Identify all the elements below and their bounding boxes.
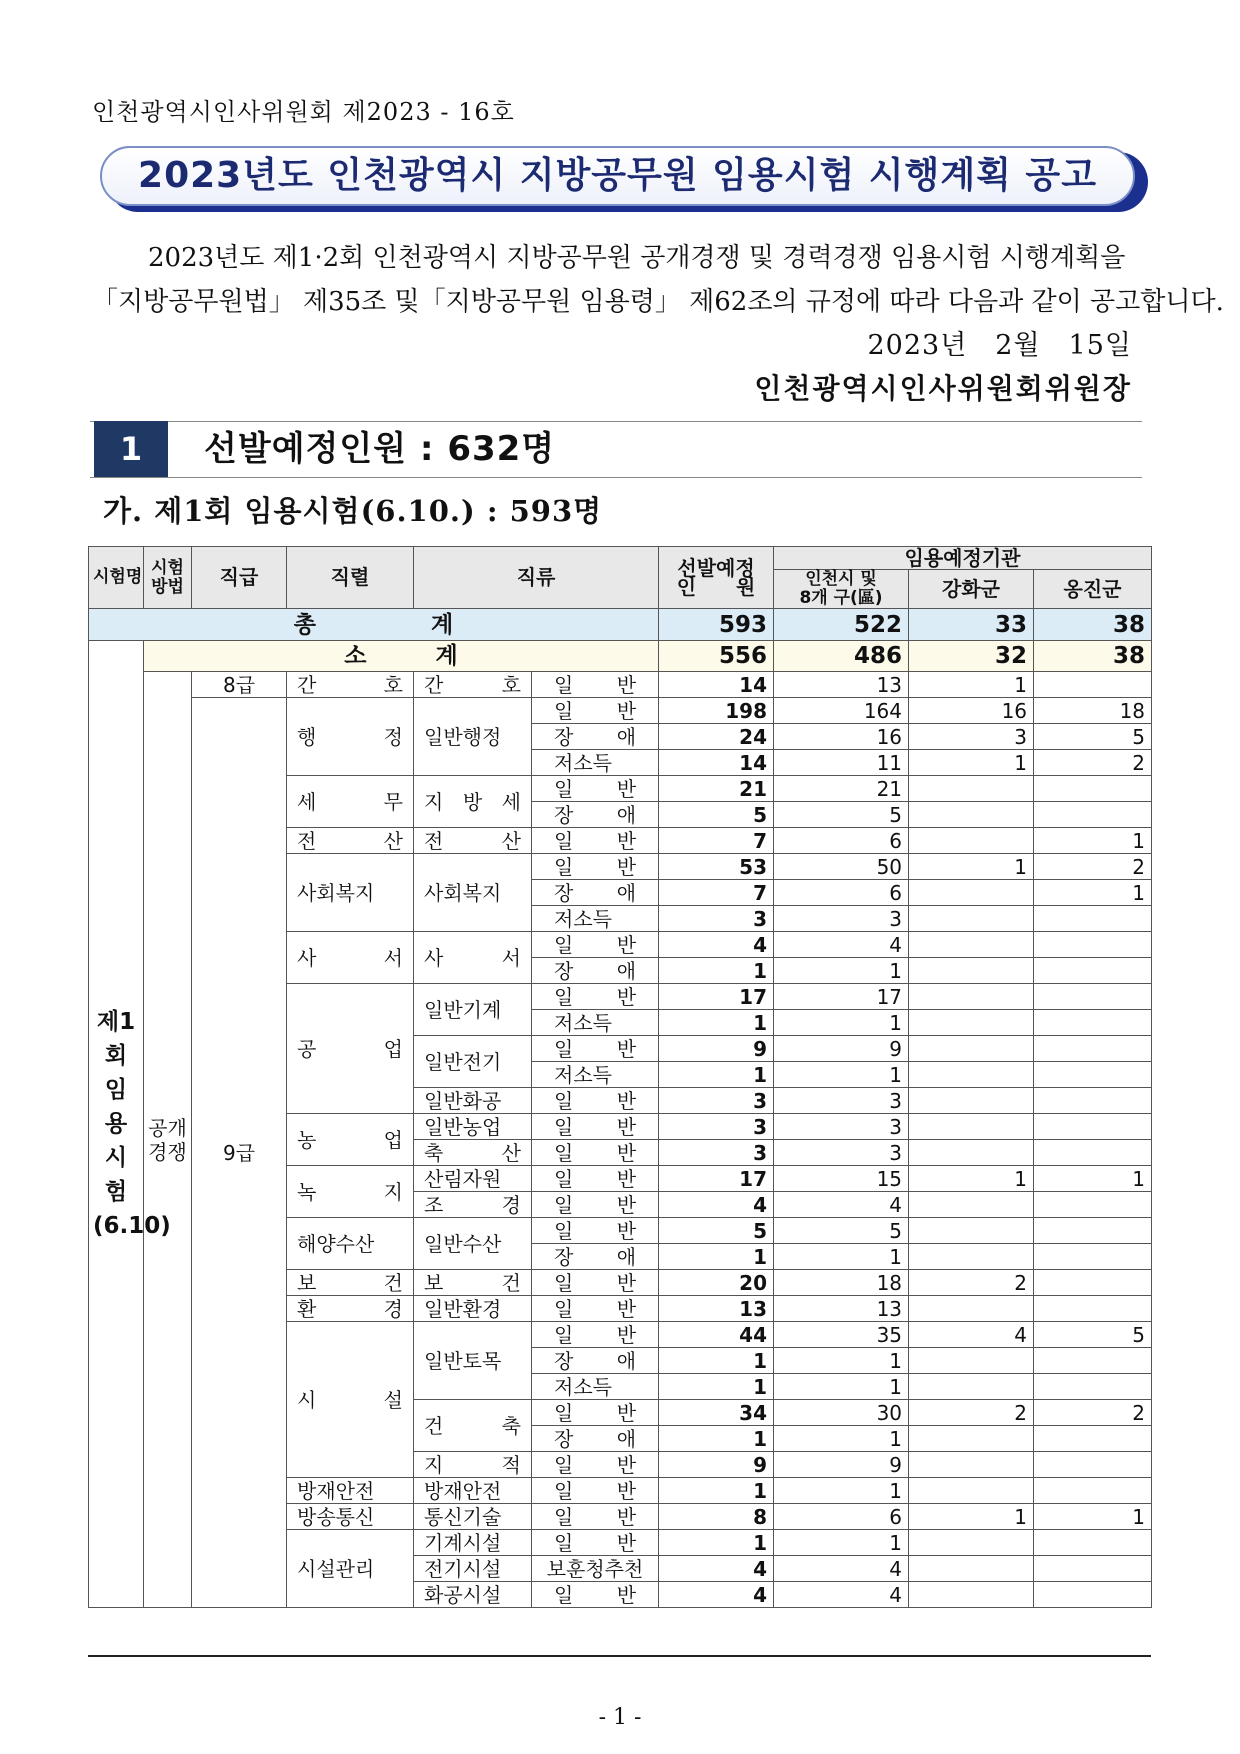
ongjin-cell	[1034, 672, 1152, 698]
type-cell: 저소득	[532, 1062, 659, 1088]
planned-cell: 1	[659, 1530, 774, 1556]
ganghwa-cell	[909, 1426, 1034, 1452]
type-cell: 일 반	[532, 1036, 659, 1062]
type-cell: 저소득	[532, 1010, 659, 1036]
incheon-cell: 1	[774, 1426, 909, 1452]
planned-cell: 4	[659, 1192, 774, 1218]
ongjin-cell	[1034, 1530, 1152, 1556]
total-label: 총 계	[89, 609, 659, 641]
type-cell: 일 반	[532, 1296, 659, 1322]
category-cell: 지 적	[414, 1452, 532, 1478]
type-cell: 일 반	[532, 1582, 659, 1608]
series-cell: 시 설	[287, 1322, 414, 1478]
grade-cell: 8급	[192, 672, 287, 698]
total-ganghwa: 33	[909, 609, 1034, 641]
type-cell: 장 애	[532, 802, 659, 828]
type-cell: 일 반	[532, 672, 659, 698]
planned-cell: 3	[659, 906, 774, 932]
ganghwa-cell: 1	[909, 750, 1034, 776]
series-cell: 녹 지	[287, 1166, 414, 1218]
category-cell: 일반전기	[414, 1036, 532, 1088]
ongjin-cell	[1034, 1426, 1152, 1452]
grade-cell: 9급	[192, 698, 287, 1608]
planned-cell: 1	[659, 1010, 774, 1036]
type-cell: 일 반	[532, 1088, 659, 1114]
series-cell: 방송통신	[287, 1504, 414, 1530]
planned-cell: 9	[659, 1452, 774, 1478]
section-title: 선발예정인원 : 632명	[204, 429, 556, 469]
incheon-cell: 21	[774, 776, 909, 802]
ongjin-cell	[1034, 1374, 1152, 1400]
category-cell: 보 건	[414, 1270, 532, 1296]
incheon-cell: 5	[774, 802, 909, 828]
type-cell: 일 반	[532, 1504, 659, 1530]
ganghwa-cell: 1	[909, 854, 1034, 880]
type-cell: 장 애	[532, 880, 659, 906]
ongjin-cell	[1034, 1218, 1152, 1244]
series-cell: 세 무	[287, 776, 414, 828]
planned-cell: 5	[659, 802, 774, 828]
table-row	[89, 698, 1152, 724]
type-cell: 일 반	[532, 984, 659, 1010]
ongjin-cell: 1	[1034, 1166, 1152, 1192]
incheon-cell: 6	[774, 880, 909, 906]
series-cell: 행 정	[287, 698, 414, 776]
ongjin-cell: 5	[1034, 724, 1152, 750]
series-cell: 해양수산	[287, 1218, 414, 1270]
type-cell: 일 반	[532, 932, 659, 958]
incheon-cell: 3	[774, 1114, 909, 1140]
ongjin-cell	[1034, 906, 1152, 932]
ongjin-cell: 1	[1034, 1504, 1152, 1530]
ganghwa-cell: 2	[909, 1270, 1034, 1296]
series-cell: 사회복지	[287, 854, 414, 932]
series-cell: 간 호	[287, 672, 414, 698]
header-exam-method: 시험 방법	[144, 547, 192, 609]
total-planned: 593	[659, 609, 774, 641]
type-cell: 일 반	[532, 1166, 659, 1192]
series-cell: 사 서	[287, 932, 414, 984]
type-cell: 일 반	[532, 854, 659, 880]
intro-line-2: 「지방공무원법」 제35조 및「지방공무원 임용령」 제62조의 규정에 따라 다음과 같이 공고합니다.	[92, 287, 1224, 317]
ganghwa-cell	[909, 1088, 1034, 1114]
recruitment-table	[88, 546, 1152, 1608]
type-cell: 일 반	[532, 698, 659, 724]
ganghwa-cell: 1	[909, 672, 1034, 698]
exam-name-cell: 제1회 임 용 시 험 (6.10)	[89, 641, 144, 1608]
section-rule-bottom	[90, 477, 1142, 478]
type-cell: 장 애	[532, 724, 659, 750]
ongjin-cell	[1034, 1010, 1152, 1036]
category-cell: 전기시설	[414, 1556, 532, 1582]
incheon-cell: 18	[774, 1270, 909, 1296]
subtotal-incheon: 486	[774, 641, 909, 672]
subtotal-ganghwa: 32	[909, 641, 1034, 672]
header-exam-name: 시험명	[89, 547, 144, 609]
notice-title: 2023년도 인천광역시 지방공무원 임용시험 시행계획 공고	[138, 155, 1097, 196]
header-grade: 직급	[192, 547, 287, 609]
ganghwa-cell	[909, 984, 1034, 1010]
ganghwa-cell	[909, 1296, 1034, 1322]
ganghwa-cell	[909, 1582, 1034, 1608]
planned-cell: 7	[659, 828, 774, 854]
type-cell: 일 반	[532, 1478, 659, 1504]
ongjin-cell: 5	[1034, 1322, 1152, 1348]
incheon-cell: 6	[774, 1504, 909, 1530]
ganghwa-cell	[909, 1036, 1034, 1062]
ongjin-cell	[1034, 1062, 1152, 1088]
incheon-cell: 35	[774, 1322, 909, 1348]
category-cell: 일반기계	[414, 984, 532, 1036]
header-agency: 임용예정기관	[774, 547, 1152, 570]
ganghwa-cell	[909, 906, 1034, 932]
planned-cell: 4	[659, 1582, 774, 1608]
category-cell: 일반화공	[414, 1088, 532, 1114]
ganghwa-cell	[909, 1010, 1034, 1036]
type-cell: 보훈청추천	[532, 1556, 659, 1582]
table-bottom-rule	[88, 1655, 1151, 1657]
ongjin-cell: 2	[1034, 854, 1152, 880]
ganghwa-cell	[909, 1218, 1034, 1244]
type-cell: 일 반	[532, 1140, 659, 1166]
type-cell: 장 애	[532, 958, 659, 984]
intro-line-1: 2023년도 제1·2회 인천광역시 지방공무원 공개경쟁 및 경력경쟁 임용시험 시행계획을	[148, 243, 1126, 273]
ongjin-cell	[1034, 1114, 1152, 1140]
ongjin-cell: 18	[1034, 698, 1152, 724]
category-cell: 사회복지	[414, 854, 532, 932]
incheon-cell: 9	[774, 1036, 909, 1062]
planned-cell: 17	[659, 984, 774, 1010]
incheon-cell: 13	[774, 672, 909, 698]
series-cell: 환 경	[287, 1296, 414, 1322]
series-cell: 공 업	[287, 984, 414, 1114]
subtotal-ongjin: 38	[1034, 641, 1152, 672]
type-cell: 장 애	[532, 1426, 659, 1452]
planned-cell: 4	[659, 1556, 774, 1582]
incheon-cell: 4	[774, 932, 909, 958]
table-row	[89, 672, 1152, 698]
category-cell: 사 서	[414, 932, 532, 984]
header-category: 직류	[414, 547, 659, 609]
series-cell: 전 산	[287, 828, 414, 854]
type-cell: 장 애	[532, 1244, 659, 1270]
category-cell: 지 방 세	[414, 776, 532, 828]
planned-cell: 7	[659, 880, 774, 906]
ganghwa-cell	[909, 1556, 1034, 1582]
type-cell: 일 반	[532, 1530, 659, 1556]
category-cell: 화공시설	[414, 1582, 532, 1608]
planned-cell: 14	[659, 750, 774, 776]
planned-cell: 44	[659, 1322, 774, 1348]
incheon-cell: 3	[774, 1140, 909, 1166]
type-cell: 일 반	[532, 1218, 659, 1244]
ongjin-cell	[1034, 1088, 1152, 1114]
planned-cell: 3	[659, 1088, 774, 1114]
ganghwa-cell	[909, 1062, 1034, 1088]
ongjin-cell: 2	[1034, 1400, 1152, 1426]
planned-cell: 9	[659, 1036, 774, 1062]
incheon-cell: 1	[774, 1010, 909, 1036]
planned-cell: 1	[659, 1244, 774, 1270]
planned-cell: 1	[659, 1426, 774, 1452]
incheon-cell: 30	[774, 1400, 909, 1426]
header-series: 직렬	[287, 547, 414, 609]
category-cell: 건 축	[414, 1400, 532, 1452]
ganghwa-cell: 2	[909, 1400, 1034, 1426]
planned-cell: 1	[659, 958, 774, 984]
planned-cell: 53	[659, 854, 774, 880]
ongjin-cell	[1034, 1270, 1152, 1296]
incheon-cell: 9	[774, 1452, 909, 1478]
subsection-title: 가. 제1회 임용시험(6.10.) : 593명	[103, 494, 603, 528]
category-cell: 일반환경	[414, 1296, 532, 1322]
series-cell: 농 업	[287, 1114, 414, 1166]
planned-cell: 8	[659, 1504, 774, 1530]
ongjin-cell	[1034, 1582, 1152, 1608]
incheon-cell: 3	[774, 1088, 909, 1114]
ganghwa-cell	[909, 1348, 1034, 1374]
planned-cell: 3	[659, 1140, 774, 1166]
ongjin-cell	[1034, 1556, 1152, 1582]
ganghwa-cell	[909, 776, 1034, 802]
incheon-cell: 4	[774, 1556, 909, 1582]
ongjin-cell	[1034, 1140, 1152, 1166]
planned-cell: 1	[659, 1348, 774, 1374]
incheon-cell: 1	[774, 958, 909, 984]
series-cell: 방재안전	[287, 1478, 414, 1504]
ongjin-cell	[1034, 802, 1152, 828]
incheon-cell: 16	[774, 724, 909, 750]
ganghwa-cell	[909, 1192, 1034, 1218]
ganghwa-cell	[909, 802, 1034, 828]
category-cell: 기계시설	[414, 1530, 532, 1556]
planned-cell: 13	[659, 1296, 774, 1322]
subtotal-row	[89, 641, 1152, 672]
ganghwa-cell	[909, 958, 1034, 984]
ganghwa-cell: 3	[909, 724, 1034, 750]
category-cell: 방재안전	[414, 1478, 532, 1504]
planned-cell: 3	[659, 1114, 774, 1140]
notice-date: 2023년 2월 15일	[867, 330, 1132, 361]
planned-cell: 1	[659, 1374, 774, 1400]
ongjin-cell	[1034, 1036, 1152, 1062]
incheon-cell: 13	[774, 1296, 909, 1322]
ongjin-cell	[1034, 1244, 1152, 1270]
ongjin-cell	[1034, 776, 1152, 802]
incheon-cell: 4	[774, 1192, 909, 1218]
ongjin-cell	[1034, 1348, 1152, 1374]
header-ongjin: 옹진군	[1034, 570, 1152, 609]
ongjin-cell	[1034, 1452, 1152, 1478]
ganghwa-cell: 16	[909, 698, 1034, 724]
planned-cell: 21	[659, 776, 774, 802]
incheon-cell: 5	[774, 1218, 909, 1244]
type-cell: 일 반	[532, 1192, 659, 1218]
ganghwa-cell	[909, 880, 1034, 906]
incheon-cell: 1	[774, 1348, 909, 1374]
incheon-cell: 50	[774, 854, 909, 880]
ganghwa-cell	[909, 932, 1034, 958]
total-ongjin: 38	[1034, 609, 1152, 641]
ganghwa-cell	[909, 1374, 1034, 1400]
ongjin-cell	[1034, 932, 1152, 958]
type-cell: 장 애	[532, 1348, 659, 1374]
category-cell: 통신기술	[414, 1504, 532, 1530]
ongjin-cell: 2	[1034, 750, 1152, 776]
planned-cell: 24	[659, 724, 774, 750]
planned-cell: 4	[659, 932, 774, 958]
notice-signer: 인천광역시인사위원회위원장	[754, 372, 1132, 405]
incheon-cell: 4	[774, 1582, 909, 1608]
ganghwa-cell	[909, 1530, 1034, 1556]
incheon-cell: 11	[774, 750, 909, 776]
incheon-cell: 1	[774, 1530, 909, 1556]
incheon-cell: 15	[774, 1166, 909, 1192]
category-cell: 일반행정	[414, 698, 532, 776]
total-incheon: 522	[774, 609, 909, 641]
header-ganghwa: 강화군	[909, 570, 1034, 609]
document-number: 인천광역시인사위원회 제2023 - 16호	[92, 98, 515, 126]
incheon-cell: 3	[774, 906, 909, 932]
ganghwa-cell	[909, 1244, 1034, 1270]
incheon-cell: 164	[774, 698, 909, 724]
type-cell: 일 반	[532, 776, 659, 802]
ganghwa-cell	[909, 1140, 1034, 1166]
ganghwa-cell	[909, 828, 1034, 854]
incheon-cell: 1	[774, 1062, 909, 1088]
ganghwa-cell: 1	[909, 1166, 1034, 1192]
type-cell: 일 반	[532, 1322, 659, 1348]
section-number-badge: 1	[94, 421, 168, 477]
ongjin-cell	[1034, 958, 1152, 984]
subtotal-label: 소 계	[144, 641, 659, 672]
ganghwa-cell	[909, 1114, 1034, 1140]
planned-cell: 5	[659, 1218, 774, 1244]
incheon-cell: 1	[774, 1244, 909, 1270]
planned-cell: 17	[659, 1166, 774, 1192]
type-cell: 일 반	[532, 1452, 659, 1478]
series-cell: 시설관리	[287, 1530, 414, 1608]
category-cell: 일반수산	[414, 1218, 532, 1270]
exam-method-cell: 공개 경쟁	[144, 672, 192, 1608]
type-cell: 저소득	[532, 1374, 659, 1400]
type-cell: 일 반	[532, 1270, 659, 1296]
category-cell: 일반토목	[414, 1322, 532, 1400]
incheon-cell: 6	[774, 828, 909, 854]
incheon-cell: 1	[774, 1478, 909, 1504]
category-cell: 축 산	[414, 1140, 532, 1166]
planned-cell: 14	[659, 672, 774, 698]
header-planned: 선발예정 인 원	[659, 547, 774, 609]
type-cell: 일 반	[532, 828, 659, 854]
ongjin-cell	[1034, 1192, 1152, 1218]
ongjin-cell	[1034, 984, 1152, 1010]
ongjin-cell: 1	[1034, 880, 1152, 906]
subtotal-planned: 556	[659, 641, 774, 672]
category-cell: 일반농업	[414, 1114, 532, 1140]
type-cell: 저소득	[532, 906, 659, 932]
planned-cell: 198	[659, 698, 774, 724]
ganghwa-cell	[909, 1478, 1034, 1504]
type-cell: 일 반	[532, 1400, 659, 1426]
type-cell: 일 반	[532, 1114, 659, 1140]
planned-cell: 34	[659, 1400, 774, 1426]
planned-cell: 1	[659, 1062, 774, 1088]
type-cell: 저소득	[532, 750, 659, 776]
page-number: - 1 -	[598, 1705, 642, 1730]
category-cell: 전 산	[414, 828, 532, 854]
series-cell: 보 건	[287, 1270, 414, 1296]
incheon-cell: 17	[774, 984, 909, 1010]
ganghwa-cell	[909, 1452, 1034, 1478]
category-cell: 간 호	[414, 672, 532, 698]
ganghwa-cell: 4	[909, 1322, 1034, 1348]
ongjin-cell	[1034, 1478, 1152, 1504]
total-row	[89, 609, 1152, 641]
ganghwa-cell: 1	[909, 1504, 1034, 1530]
ongjin-cell	[1034, 1296, 1152, 1322]
category-cell: 산림자원	[414, 1166, 532, 1192]
header-incheon: 인천시 및 8개 구(區)	[774, 570, 909, 609]
planned-cell: 1	[659, 1478, 774, 1504]
ongjin-cell: 1	[1034, 828, 1152, 854]
incheon-cell: 1	[774, 1374, 909, 1400]
category-cell: 조 경	[414, 1192, 532, 1218]
planned-cell: 20	[659, 1270, 774, 1296]
